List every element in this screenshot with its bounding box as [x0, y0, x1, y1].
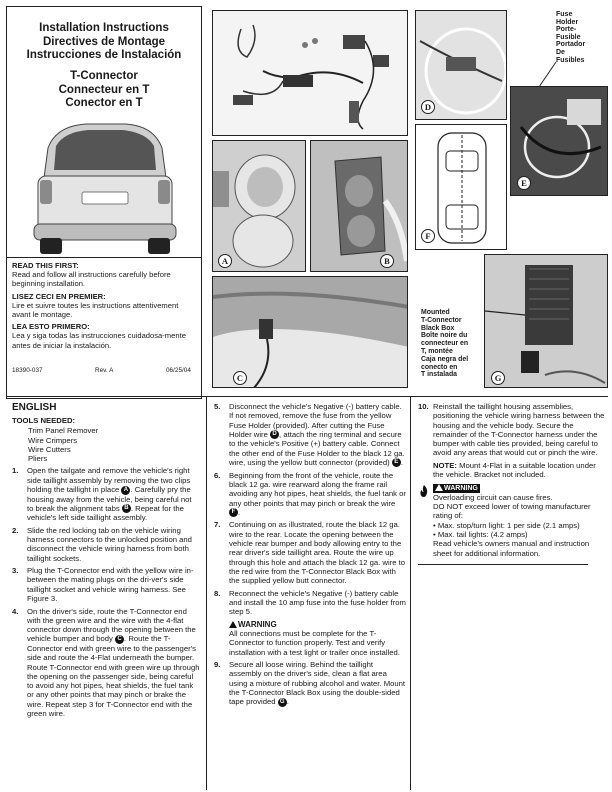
tools-list — [12, 426, 200, 463]
column-english-2 — [214, 402, 406, 710]
figure-label-e: E — [517, 176, 531, 190]
step-text: Secure all loose wiring. Behind the taillight assembly on the driver's side, clean a flat area using a mixture of rubbing alcohol and water. Mount the T-Connector Black Box using the double-sided tape provided — [229, 659, 406, 707]
warning-right-block — [418, 483, 606, 558]
black-box-label-line: Black Box — [421, 324, 455, 332]
step-number: 7. — [214, 520, 221, 530]
product-name: Connecteur en T — [58, 83, 150, 96]
step-2 — [12, 526, 200, 563]
step-text: Disconnect the vehicle's Negative (-) battery cable. If not removed, remove the fuse from the yellow Fuse Holder (provided). After cutting the Fuse Holder wire — [229, 402, 402, 439]
figure-label-d: D — [421, 100, 435, 114]
black-box-label-line: T instalada — [421, 371, 457, 379]
fire-icon — [418, 484, 430, 498]
language-heading: ENGLISH — [12, 402, 57, 413]
tool-item: Trim Panel Remover — [28, 426, 99, 436]
warning-line: Overloading circuit can cause fires. — [433, 492, 553, 502]
black-box-label-line: conecto en — [421, 363, 458, 371]
tool-item: Pliers — [28, 454, 48, 464]
black-box-label-line: Boîte noire du — [421, 332, 468, 340]
fuse-label-line: Porte- — [556, 26, 577, 34]
figure-ref-c: C — [115, 635, 124, 644]
tool-item: Wire Cutters — [28, 444, 71, 454]
step-text: On the driver's side, route the T-Connector end with the green wire and the wire with the 4-flat connector down through the opening between the vehicle bumper and body — [27, 606, 196, 644]
step-number: 2. — [12, 525, 19, 535]
step-text: Beginning from the front of the vehicle, route the black 12 ga. wire rearward along the frame rail avoiding any hot pipes, heat shields, the fuel tank or any other points that may pinch or break the wire — [229, 470, 406, 508]
column-english-3 — [418, 402, 606, 565]
fuse-holder-label — [556, 11, 585, 64]
step-1: 1. Open the tailgate and remove the vehicle's right side taillight assembly by removing the two clips holding the taillight in place A . Carefully pry the housing away from the vehicle, being careful not to break the alignment tabs B . Repeat for the vehicle's left side taillight assembly. — [12, 466, 192, 523]
column-english-1 — [12, 402, 200, 721]
figure-ref-g: G — [278, 698, 287, 707]
kit-photo — [212, 10, 408, 136]
black-box-label-line: connecteur en — [421, 340, 469, 348]
step-text: Continuing on as illustrated, route the black 12 ga. wire to the rear. Locate the opening between the vehicle rear bumper and body allowing entry to the rear driver's side taillight area. Route the wire up through this hole and attach the black 12 ga. wire to the red wire from the T-Connector Black Box with the supplied yellow butt connector. — [229, 520, 406, 586]
warning-icon — [229, 621, 237, 628]
step-text: Reinstall the taillight housing assemblies, positioning the vehicle wiring harness between the housing and the vehicle body. Secure the remainder of the T-Connector harness under the bumper with cable ties provided, being careful to avoid any areas that would cut or pinch the wire. — [433, 402, 605, 458]
read-first-heading: READ THIS FIRST: — [12, 261, 79, 270]
step-text: Repeat for the vehicle's left side taillight assembly. — [27, 503, 184, 523]
step-number: 6. — [214, 470, 221, 480]
warning-text: All connections must be complete for the T-Connector to function properly. Test and verify installation with a test light or trailer once installed. — [229, 629, 400, 657]
title-line: Instrucciones de Instalación — [26, 49, 182, 61]
section-divider — [6, 396, 608, 397]
step-9: 9. Secure all loose wiring. Behind the taillight assembly on the driver's side, clean a flat area using a mixture of rubbing alcohol and water. Mount the T-Connector Black Box using the double-sided tape provided G . — [214, 659, 406, 707]
product-name: Conector en T — [65, 97, 143, 109]
step-text: Slide the red locking tab on the vehicle wiring harness connectors to the unlocked position and disconnect the vehicle wiring harness from both taillight sockets. — [27, 525, 192, 563]
warning-line: Read vehicle's owners manual and instruction sheet for additional information. — [433, 539, 590, 558]
step-8 — [214, 589, 406, 617]
warning-bullet: • Max. stop/turn light: 1 per side (2.1 amps) — [433, 520, 580, 530]
read-first-heading-es: LEA ESTO PRIMERO: — [12, 322, 90, 332]
product-name-block — [6, 70, 202, 111]
read-first-text-fr: Lire et suivre toutes les instructions attentivement avant le montage. — [12, 300, 179, 320]
step-number: 9. — [214, 659, 221, 669]
step-number: 8. — [214, 588, 221, 598]
fuse-label-line: Portador — [556, 41, 586, 49]
step-text: attach the ring terminal and secure to the vehicle's Positive (+) battery cable. Connect the other end of the Fuse Holder to the black 12 ga. wire, using the yellow butt connector (provided) — [229, 429, 405, 467]
black-box-label-line: Caja negra del — [421, 355, 469, 363]
warning-block — [214, 620, 406, 657]
warning-badge-text: WARNING — [444, 484, 478, 492]
figure-label-a: A — [218, 254, 232, 268]
warning-badge: WARNING — [238, 619, 277, 629]
figure-ref-b: B — [122, 504, 131, 513]
title-line: Directives de Montage — [42, 35, 166, 48]
revision: Rev. A — [95, 367, 114, 374]
step-text: Open the tailgate and remove the vehicle's right side taillight assembly by removing the two clips holding the taillight in place — [27, 466, 191, 495]
figure-b-photo — [310, 140, 408, 272]
figure-g-photo — [484, 254, 608, 388]
fuse-label-line: Fusible — [556, 33, 581, 41]
read-first-text: Read and follow all instructions carefully before beginning installation. — [12, 270, 171, 289]
product-name: T-Connector — [70, 70, 138, 82]
part-number: 18390-037 — [12, 367, 43, 374]
step-6: 6. Beginning from the front of the vehicle, route the black 12 ga. wire rearward along the frame rail avoiding any hot pipes, heat shields, the fuel tank or any other points that may pinch or break the wire F . — [214, 470, 406, 517]
read-first-block — [12, 261, 198, 353]
fuse-label-line: Fusibles — [556, 56, 585, 64]
note-label: NOTE: — [433, 460, 457, 470]
title-line: Installation Instructions — [39, 22, 169, 34]
step-5: 5. Disconnect the vehicle's Negative (-) battery cable. If not removed, remove the fuse from the yellow Fuse Holder (provided). After cutting the Fuse Holder wire D , attach the ring terminal and secure to the vehicle's Positive (+) battery cable. Connect the other end of the Fuse Holder to the black 12 ga. wire, using the yellow butt connector (provided) E . — [214, 402, 405, 467]
read-first-text-es: Lea y siga todas las instrucciones cuidadosa-mente antes de iniciar la instalación. — [12, 331, 186, 350]
figure-ref-f: F — [229, 508, 238, 517]
warning-badge — [433, 484, 480, 493]
step-number: 10. — [418, 402, 429, 411]
figure-label-f: F — [421, 229, 435, 243]
figure-label-b: B — [380, 254, 394, 268]
read-first-divider — [6, 257, 202, 258]
step-number: 1. — [12, 466, 19, 476]
fuse-label-line: Holder — [556, 18, 579, 26]
warning-bullet: • Max. tail lights: (4.2 amps) — [433, 529, 528, 539]
step-10 — [418, 402, 606, 458]
black-box-label-line: Mounted — [421, 309, 450, 316]
end-rule — [418, 564, 588, 565]
note — [418, 461, 606, 480]
title-block — [6, 22, 202, 63]
black-box-label — [421, 309, 468, 379]
figure-ref-e: E — [392, 458, 401, 467]
column-divider-2 — [410, 396, 411, 790]
black-box-label-line: T-Connector — [421, 316, 462, 324]
step-4: 4. On the driver's side, route the T-Connector end with the green wire and the wire with the 4-flat connector down through the opening between the vehicle bumper and body C . Route the T-Connector end with green wire to the passenger's side and route the 4-Flat underneath the bumper. Route T-Connector end with green wire up through the opening on the passenger side, being careful to avoid any hot pipes, heat shields, the fuel tank or any other points that may pinch or brake the wire. Repeat step 3 for T-Connector end with the green wire. — [12, 606, 200, 718]
figure-label-g: G — [491, 371, 505, 385]
tools-heading: TOOLS NEEDED: — [12, 416, 76, 425]
step-number: 3. — [12, 566, 19, 576]
note-text: Mount 4-Flat in a suitable location under the vehicle. Bracket not included. — [433, 460, 596, 480]
vehicle-rear-image — [26, 118, 184, 258]
step-text: Reconnect the vehicle's Negative (-) battery cable and install the 10 amp fuse into the fuse holder from step 5. — [229, 588, 406, 617]
figure-a-photo — [212, 140, 306, 272]
step-7 — [214, 520, 406, 585]
figure-label-c: C — [233, 371, 247, 385]
step-text: Carefully pry the housing away from the vehicle, being careful not to break the alignment tabs — [27, 485, 192, 513]
step-3 — [12, 566, 200, 603]
column-divider-1 — [206, 396, 207, 790]
figure-ref-d: D — [270, 430, 279, 439]
fuse-label-line: Fuse — [556, 11, 573, 18]
step-text: Plug the T-Connector end with the yellow wire in-between the mating plugs on the dri-ver's side taillight socket and vehicle wiring harness. See Figure 3. — [27, 566, 194, 604]
step-number: 4. — [12, 606, 19, 616]
date: 06/25/04 — [166, 367, 191, 374]
step-text: Route the T-Connector end with green wire to the passenger's side and route the 4-Flat underneath the bumper. Route T-Connector end with green wire up through the opening on the passenger side, being careful to avoid any hot pipes, heat shields, the fuel tank or any other points that may pinch or brake the wire. Repeat step 3 for T-Connector end with the green wire. — [27, 634, 200, 718]
warning-line: DO NOT exceed lower of towing manufacturer rating of: — [433, 502, 591, 521]
black-box-label-line: T, montée — [421, 347, 453, 355]
fuse-label-line: De — [556, 48, 565, 56]
step-number: 5. — [214, 402, 221, 411]
read-first-heading-fr: LISEZ CECI EN PREMIER: — [12, 291, 106, 301]
tool-item: Wire Crimpers — [28, 435, 78, 445]
warning-icon — [435, 484, 443, 491]
figure-ref-a: A — [121, 486, 130, 495]
